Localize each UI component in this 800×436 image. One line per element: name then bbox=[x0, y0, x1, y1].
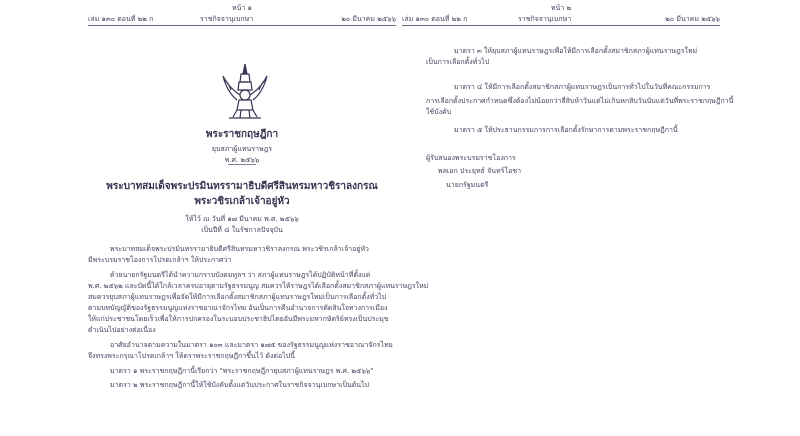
king-name-line-2: พระวชิรเกล้าเจ้าอยู่หัว bbox=[194, 196, 290, 207]
countersign-label: ผู้รับสนองพระบรมราชโองการ bbox=[426, 154, 516, 162]
title-divider bbox=[228, 164, 256, 165]
body-line: ตามบทบัญญัติของรัฐธรรมนูญแห่งราชอาณาจักรไทย อันเป็นการคืนอำนาจการตัดสินใจทางการเมือง bbox=[88, 304, 388, 312]
header-divider bbox=[402, 25, 720, 26]
body-line: จึงทรงพระกรุณาโปรดเกล้าฯ ให้ตราพระราชกฤษฎีกาขึ้นไว้ ดังต่อไปนี้ bbox=[88, 352, 295, 360]
gazette-page-1 bbox=[88, 0, 429, 436]
publication-name: ราชกิจจานุเบกษา bbox=[518, 15, 572, 23]
publication-name: ราชกิจจานุเบกษา bbox=[200, 15, 254, 23]
body-line: เป็นการเลือกตั้งทั่วไป bbox=[426, 58, 490, 66]
header-divider bbox=[88, 25, 396, 26]
given-date: ให้ไว้ ณ วันที่ ๑๗ มีนาคม พ.ศ. ๒๕๖๖ bbox=[185, 215, 299, 223]
section-5: มาตรา ๕ ให้ประธานกรรมการการเลือกตั้งรักษาการตามพระราชกฤษฎีกานี้ bbox=[454, 126, 678, 134]
volume-info: เล่ม ๑๓๐ ตอนที่ ๒๒ ก bbox=[402, 15, 468, 23]
page-number: หน้า ๒ bbox=[550, 4, 572, 12]
decree-year: พ.ศ. ๒๕๖๖ bbox=[224, 156, 260, 164]
section-1: มาตรา ๑ พระราชกฤษฎีกานี้เรียกว่า "พระราชกฤษฎีกายุบสภาผู้แทนราษฎร พ.ศ. ๒๕๖๖" bbox=[110, 367, 374, 375]
body-line: การเลือกตั้งประกาศกำหนดซึ่งต้องไม่น้อยกว่าสี่สิบห้าวันแต่ไม่เกินหกสิบวันนับแต่วันที่พระราชกฤษฎีกานี้ bbox=[426, 97, 734, 105]
decree-subtitle: ยุบสภาผู้แทนราษฎร bbox=[211, 145, 273, 153]
body-line: พระบาทสมเด็จพระปรมินทรรามาธิบดีศรีสินทรมหาวชิราลงกรณ พระวชิรเกล้าเจ้าอยู่หัว bbox=[110, 245, 369, 253]
section-3: มาตรา ๓ ให้ยุบสภาผู้แทนราษฎรเพื่อให้มีการเลือกตั้งสมาชิกสภาผู้แทนราษฎรใหม่ bbox=[454, 47, 698, 55]
decree-title: พระราชกฤษฎีกา bbox=[205, 129, 279, 140]
volume-info: เล่ม ๑๓๐ ตอนที่ ๒๒ ก bbox=[88, 15, 154, 23]
section-4: มาตรา ๔ ให้มีการเลือกตั้งสมาชิกสภาผู้แทนราษฎรเป็นการทั่วไปในวันที่คณะกรรมการ bbox=[454, 83, 711, 91]
king-name-line-1: พระบาทสมเด็จพระปรมินทรรามาธิบดีศรีสินทรมหาวชิราลงกรณ bbox=[106, 181, 378, 192]
body-line: มีพระบรมราชโองการโปรดเกล้าฯ ให้ประกาศว่า bbox=[88, 256, 232, 264]
page-number: หน้า ๑ bbox=[232, 4, 252, 12]
body-line: ให้แก่ประชาชนโดยเร็วเพื่อให้การปกครองในระบอบประชาธิปไตยอันมีพระมหากษัตริย์ทรงเป็นประมุข bbox=[88, 315, 389, 323]
body-line: อาศัยอำนาจตามความในมาตรา ๑๐๓ และมาตรา ๑๗๕ ของรัฐธรรมนูญแห่งราชอาณาจักรไทย bbox=[110, 341, 393, 349]
body-line: สมควรยุบสภาผู้แทนราษฎรเพื่อจัดให้มีการเลือกตั้งสมาชิกสภาผู้แทนราษฎรใหม่เป็นการเลือกตั้งทั่วไป bbox=[88, 293, 387, 301]
royal-garuda-emblem-icon bbox=[219, 62, 271, 120]
body-line: ด้วยนายกรัฐมนตรีได้นำความกราบบังคมทูลฯ ว่า สภาผู้แทนราษฎรได้ปฏิบัติหน้าที่ตั้งแต่ bbox=[110, 271, 371, 279]
body-line: ใช้บังคับ bbox=[426, 108, 452, 116]
issue-date: ๒๐ มีนาคม ๒๕๖๖ bbox=[665, 15, 720, 23]
signer-name: พลเอก ประยุทธ์ จันทร์โอชา bbox=[438, 167, 522, 175]
gazette-page-2 bbox=[402, 0, 734, 436]
body-line: พ.ศ. ๒๕๖๒ และบัดนี้ได้ใกล้เวลาครบอายุตามรัฐธรรมนูญ สมควรให้ราษฎรได้เลือกตั้งสมาชิกสภาผู้แทนราษฎรใหม่ bbox=[88, 282, 429, 290]
body-line: ดำเนินไปอย่างต่อเนื่อง bbox=[88, 326, 156, 334]
reign-year: เป็นปีที่ ๘ ในรัชกาลปัจจุบัน bbox=[201, 226, 283, 234]
section-2: มาตรา ๒ พระราชกฤษฎีกานี้ให้ใช้บังคับตั้งแต่วันประกาศในราชกิจจานุเบกษาเป็นต้นไป bbox=[110, 381, 370, 389]
signer-title: นายกรัฐมนตรี bbox=[446, 181, 489, 189]
issue-date: ๒๐ มีนาคม ๒๕๖๖ bbox=[341, 15, 396, 23]
